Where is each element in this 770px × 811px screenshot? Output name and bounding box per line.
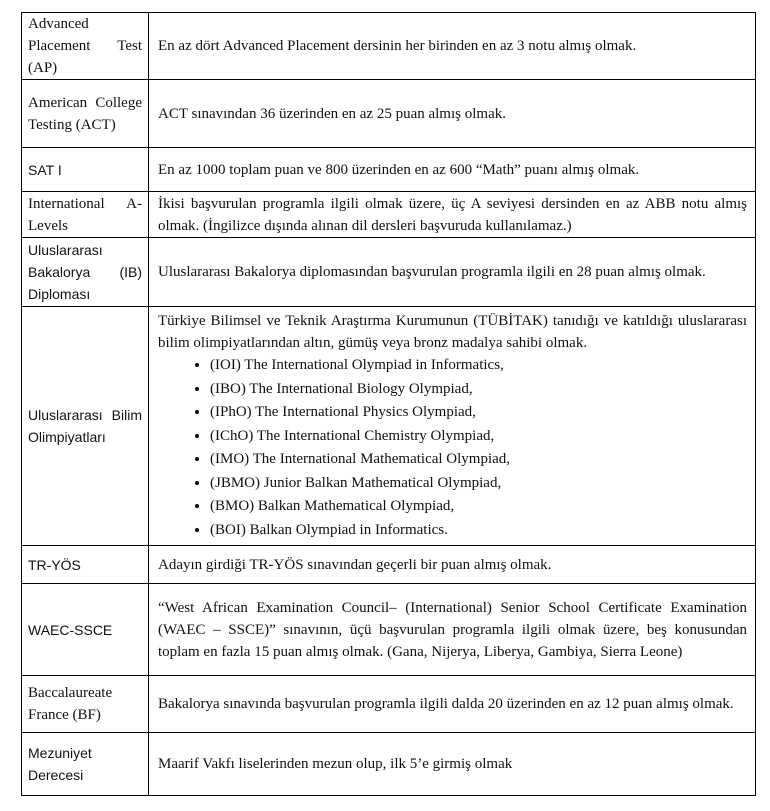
exam-name-cell: Advanced Placement Test (AP) <box>22 13 149 80</box>
list-item: • (JBMO) Junior Balkan Mathematical Olympiad, <box>210 472 747 496</box>
admission-criteria-table <box>21 12 756 796</box>
list-item: • (IBO) The International Biology Olympiad, <box>210 378 747 402</box>
exam-name-cell: TR-YÖS <box>22 546 149 584</box>
exam-name-cell: Baccalaureate France (BF) <box>22 676 149 733</box>
exam-name-cell: SAT I <box>22 148 149 192</box>
requirement-cell <box>149 307 756 546</box>
table-row <box>22 13 756 80</box>
requirement-cell: Uluslararası Bakalorya diplomasından başvurulan programla ilgili en 28 puan almış olmak. <box>149 238 756 307</box>
exam-name-cell: American College Testing (ACT) <box>22 80 149 148</box>
table-row <box>22 307 756 546</box>
requirement-text: Türkiye Bilimsel ve Teknik Araştırma Kurumunun (TÜBİTAK) tanıdığı ve katıldığı uluslararası bilim olimpiyatlarından altın, gümüş veya bronz madalya sahibi olmak. <box>158 313 747 351</box>
requirement-cell: İkisi başvurulan programla ilgili olmak üzere, üç A seviyesi dersinden en az ABB notu almış olmak. (İngilizce dışında alınan dil dersleri başvuruda kullanılamaz.) <box>149 192 756 238</box>
exam-name-cell: International A-Levels <box>22 192 149 238</box>
requirement-cell: Maarif Vakfı liselerinden mezun olup, ilk 5’e girmiş olmak <box>149 733 756 796</box>
table-row <box>22 80 756 148</box>
requirement-cell: Adayın girdiği TR-YÖS sınavından geçerli bir puan almış olmak. <box>149 546 756 584</box>
exam-name-cell: Uluslararası Bilim Olimpiyatları <box>22 307 149 546</box>
list-item: • (IChO) The International Chemistry Olympiad, <box>210 425 747 449</box>
exam-name-cell: Uluslararası Bakalorya (IB) Diploması <box>22 238 149 307</box>
table-row <box>22 546 756 584</box>
olympiad-list <box>158 354 747 542</box>
table-row <box>22 584 756 676</box>
list-item: • (IOI) The International Olympiad in Informatics, <box>210 354 747 378</box>
requirement-cell: “West African Examination Council– (International) Senior School Certificate Examination (WAEC – SSCE)” sınavının, üçü başvurulan programla ilgili olmak üzere, beş konusundan toplam en fazla 15 puan almış olmak. (Gana, Nijerya, Liberya, Gambiya, Sierra Leone) <box>149 584 756 676</box>
table-row <box>22 148 756 192</box>
exam-name-cell: Mezuniyet Derecesi <box>22 733 149 796</box>
list-item: • (BOI) Balkan Olympiad in Informatics. <box>210 519 747 543</box>
table-row <box>22 733 756 796</box>
exam-name-cell: WAEC-SSCE <box>22 584 149 676</box>
table-row <box>22 192 756 238</box>
requirement-cell: ACT sınavından 36 üzerinden en az 25 puan almış olmak. <box>149 80 756 148</box>
requirement-cell: En az dört Advanced Placement dersinin her birinden en az 3 notu almış olmak. <box>149 13 756 80</box>
table-row <box>22 676 756 733</box>
requirement-cell: Bakalorya sınavında başvurulan programla ilgili dalda 20 üzerinden en az 12 puan almış olmak. <box>149 676 756 733</box>
list-item: • (IPhO) The International Physics Olympiad, <box>210 401 747 425</box>
requirement-cell: En az 1000 toplam puan ve 800 üzerinden en az 600 “Math” puanı almış olmak. <box>149 148 756 192</box>
list-item: • (BMO) Balkan Mathematical Olympiad, <box>210 495 747 519</box>
list-item: • (IMO) The International Mathematical Olympiad, <box>210 448 747 472</box>
table-row <box>22 238 756 307</box>
